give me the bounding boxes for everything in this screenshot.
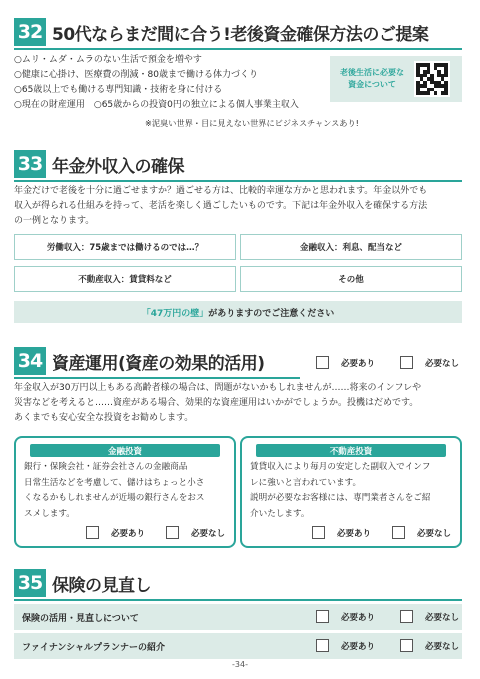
check-label: 必要あり [341,358,376,369]
panel-title: 金融投資 [30,444,220,457]
qr-info-box [330,56,462,102]
qr-label-line-2: 資金について [348,80,396,89]
check-label: 必要あり [337,528,372,539]
row1-check-not-required[interactable] [400,610,459,623]
checkbox[interactable] [316,610,329,623]
s35-row-insurance-review [14,604,462,630]
panel-line: スメします。 [24,508,75,519]
section-title: 年金外収入の確保 [52,156,184,177]
qr-code-icon[interactable] [414,61,450,97]
s34-check-not-required[interactable] [400,356,459,369]
panel-financial-investment [14,436,236,548]
panel-right-check-not-required[interactable] [392,526,451,539]
s32-item-4: ○現在の財産運用 ○65歳からの投資0円の独立による個人事業主収入 [14,100,299,110]
income-cell-labor: 労働収入：75歳までは働けるのでは…？ [14,234,236,260]
panel-left-check-required[interactable] [86,526,145,539]
s33-body-1: 年金だけで老後を十分に過ごせますか？過ごせる方は、比較的幸運な方かと思われます。年金以外でも [14,186,428,196]
notice-highlight: 「47万円の壁」 [141,308,209,319]
income-cell-financial: 金融収入：利息、配当など [240,234,462,260]
s33-body-2: 収入が得られる仕組みを持って、老活を楽しく過ごしたいものです。下記は年金外収入を確保する方法 [14,201,428,211]
notice-banner [14,301,462,323]
panel-line: 賃貸収入により毎月の安定した副収入でインフ [250,462,431,472]
panel-line: 介いたします。 [250,508,310,519]
s34-body-1: 年金収入が30万円以上もある高齢者様の場合は、問題がないかもしれませんが……将来のインフレや [14,383,422,393]
s34-body-2: 災害などを考えると……資産がある場合、効果的な資産運用はいかがでしょうか。投機はだめです。 [14,398,419,408]
section-underline [14,48,462,50]
check-label: 必要なし [191,528,226,539]
section-number: 33 [14,150,46,178]
income-cell-other: その他 [240,266,462,292]
panel-title: 不動産投資 [256,444,446,457]
checkbox[interactable] [166,526,179,539]
panel-line: 説明が必要なお客様には、専門業者さんをご紹 [250,493,431,503]
section-34-header [14,347,265,375]
panel-real-estate-investment [240,436,462,548]
row-label: 保険の活用・見直しについて [22,613,139,624]
section-title: 保険の見直し [52,575,151,596]
checkbox[interactable] [400,639,413,652]
check-label: 必要なし [417,528,452,539]
panel-line: 銀行・保険会社・証券会社さんの金融商品 [24,462,188,472]
check-label: 必要あり [111,528,146,539]
section-33-header [14,150,184,178]
section-title: 50代ならまだ間に合う!老後資金確保方法のご提案 [52,24,429,45]
section-number: 35 [14,569,46,597]
row-label: ファイナンシャルプランナーの紹介 [22,642,165,653]
section-35-header [14,569,151,597]
panel-line: くなるかもしれませんが近場の銀行さんをおス [24,493,205,503]
s34-check-required[interactable] [316,356,375,369]
check-label: 必要なし [425,612,460,623]
s32-note: ※泥臭い世界・目に見えない世界にビジネスチャンスあり! [145,118,359,128]
check-label: 必要あり [341,641,376,652]
checkbox[interactable] [316,356,329,369]
s32-item-1: ○ムリ・ムダ・ムラのない生活で預金を増やす [14,55,202,65]
s32-item-2: ○健康に心掛け、医療費の削減・80歳まで働ける体力づくり [14,70,258,80]
s35-row-financial-planner [14,633,462,659]
section-underline [14,599,462,601]
row2-check-not-required[interactable] [400,639,459,652]
checkbox[interactable] [86,526,99,539]
section-underline [14,180,462,182]
row1-check-required[interactable] [316,610,375,623]
check-label: 必要なし [425,358,460,369]
checkbox[interactable] [316,639,329,652]
row2-check-required[interactable] [316,639,375,652]
income-cell-real-estate: 不動産収入：賃貸料など [14,266,236,292]
checkbox[interactable] [312,526,325,539]
panel-line: 日常生活などを考慮して、儲けはちょっと小さ [24,477,205,488]
qr-label-line-1: 老後生活に必要な [340,68,404,77]
panel-left-check-not-required[interactable] [166,526,225,539]
page-number: -34- [232,660,248,669]
section-number: 34 [14,347,46,375]
s32-item-3: ○65歳以上でも働ける専門知識・技術を身に付ける [14,85,223,95]
section-title: 資産運用(資産の効果的活用) [52,353,265,374]
check-label: 必要あり [341,612,376,623]
notice-text: がありますのでご注意ください [208,308,335,319]
checkbox[interactable] [400,356,413,369]
checkbox[interactable] [400,610,413,623]
section-32-header [14,18,428,46]
panel-line: レに強いと言われています。 [250,477,362,488]
section-number: 32 [14,18,46,46]
s33-body-3: の一例となります。 [14,216,95,226]
check-label: 必要なし [425,641,460,652]
s34-body-3: あくまでも安心安全な投資をお勧めします。 [14,413,194,423]
section-underline [14,377,300,379]
panel-right-check-required[interactable] [312,526,371,539]
checkbox[interactable] [392,526,405,539]
